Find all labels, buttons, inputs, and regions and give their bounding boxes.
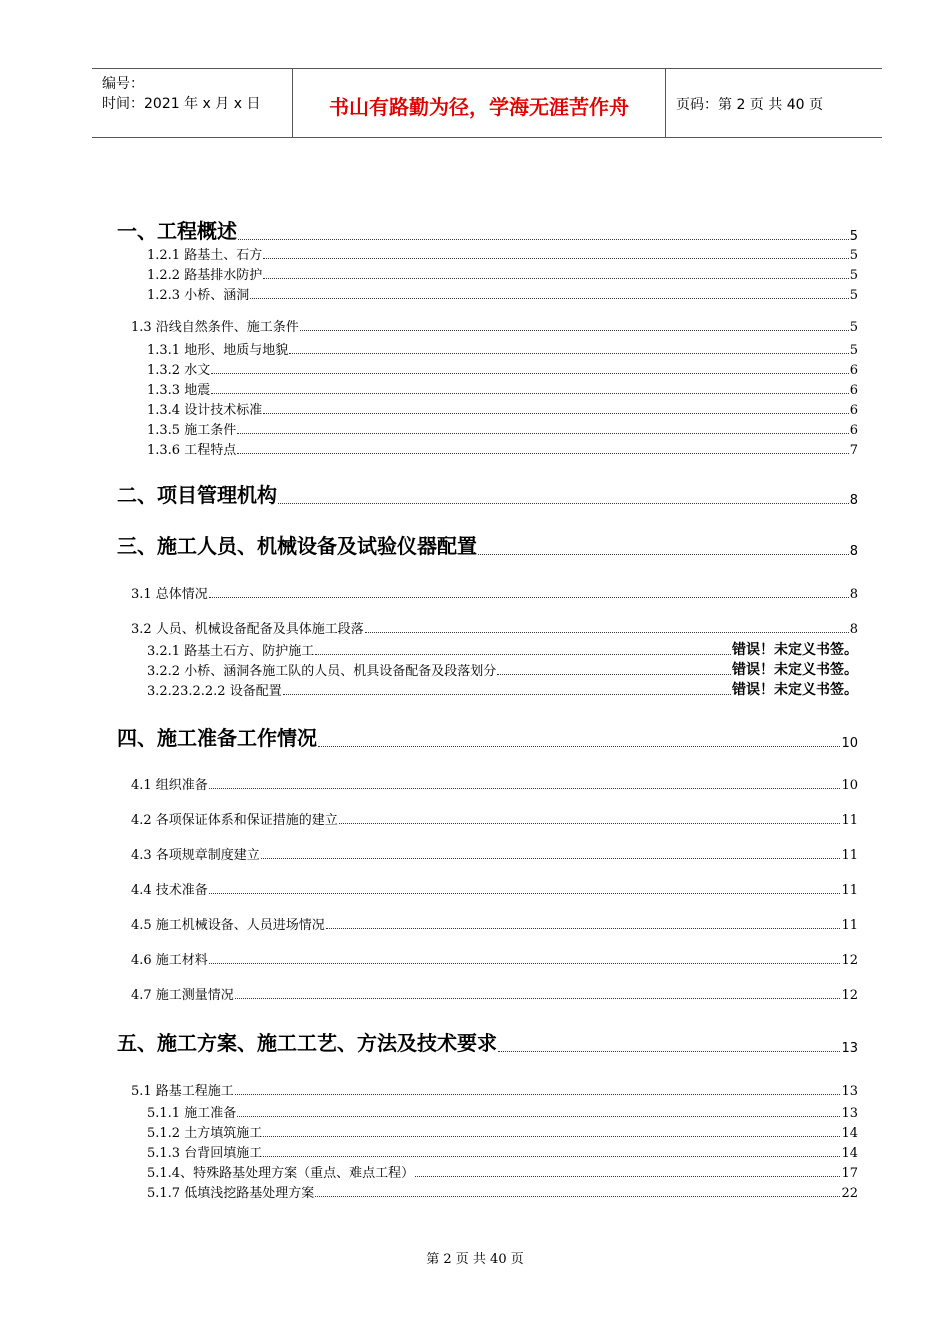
toc-entry-page: 22 — [841, 1186, 858, 1201]
toc-leader — [237, 1116, 840, 1117]
toc-entry-page: 6 — [849, 363, 858, 378]
toc-entry-page: 8 — [849, 587, 858, 602]
toc-entry-title: 1.2.3 小桥、涵洞 — [147, 288, 250, 303]
toc-entry-page: 11 — [841, 848, 858, 863]
header-page-info: 页码：第 2 页 共 40 页 — [676, 97, 823, 113]
toc-entry-page: 8 — [849, 622, 858, 637]
toc-leader — [289, 353, 849, 354]
toc-entry[interactable] — [131, 1081, 858, 1099]
toc-entry-title: 3.2.1 路基土石方、防护施工 — [147, 644, 315, 659]
toc-entry-title: 五、施工方案、施工工艺、方法及技术要求 — [117, 1031, 497, 1055]
toc-entry-title: 1.3.3 地震 — [147, 383, 211, 398]
toc-entry-page: 错误！未定义书签。 — [732, 642, 858, 658]
toc-leader — [318, 746, 840, 747]
toc-entry[interactable] — [147, 1123, 858, 1141]
toc-entry[interactable] — [117, 482, 858, 508]
toc-entry-title: 3.1 总体情况 — [131, 587, 208, 602]
toc-entry-title: 5.1.3 台背回填施工 — [147, 1146, 263, 1161]
toc-entry[interactable] — [147, 340, 858, 358]
toc-leader — [209, 963, 841, 964]
toc-entry[interactable] — [147, 285, 858, 303]
toc-entry[interactable] — [131, 950, 858, 968]
toc-entry-title: 5.1.7 低填浅挖路基处理方案 — [147, 1186, 315, 1201]
toc-entry-title: 三、施工人员、机械设备及试验仪器配置 — [117, 534, 477, 558]
toc-entry[interactable] — [117, 1030, 858, 1056]
toc-leader — [415, 1176, 840, 1177]
toc-entry-title: 4.1 组织准备 — [131, 778, 208, 793]
toc-entry-page: 14 — [841, 1146, 858, 1161]
toc-entry[interactable] — [147, 420, 858, 438]
toc-entry-page: 5 — [849, 248, 858, 263]
toc-leader — [300, 330, 849, 331]
toc-leader — [263, 413, 849, 414]
toc-leader — [250, 298, 849, 299]
toc-entry[interactable] — [147, 380, 858, 398]
toc-entry[interactable] — [131, 775, 858, 793]
toc-leader — [365, 632, 849, 633]
page-header — [92, 68, 882, 138]
toc-leader — [235, 1094, 841, 1095]
toc-leader — [478, 554, 849, 555]
toc-entry[interactable] — [131, 915, 858, 933]
toc-entry-page: 11 — [841, 813, 858, 828]
toc-leader — [209, 788, 841, 789]
toc-entry[interactable] — [147, 400, 858, 418]
toc-entry-page: 6 — [849, 403, 858, 418]
toc-leader — [263, 1156, 840, 1157]
toc-entry-title: 4.2 各项保证体系和保证措施的建立 — [131, 813, 338, 828]
toc-entry-title: 二、项目管理机构 — [117, 483, 277, 507]
toc-entry[interactable] — [131, 880, 858, 898]
toc-entry[interactable] — [147, 641, 858, 659]
toc-entry-page: 10 — [841, 778, 858, 793]
toc-leader — [209, 893, 841, 894]
toc-entry-page: 5 — [849, 320, 858, 335]
toc-entry[interactable] — [147, 265, 858, 283]
toc-entry[interactable] — [131, 810, 858, 828]
toc-entry[interactable] — [147, 1103, 858, 1121]
toc-entry-title: 四、施工准备工作情况 — [117, 726, 317, 750]
toc-entry[interactable] — [131, 584, 858, 602]
toc-leader — [263, 258, 849, 259]
toc-entry-title: 1.3.5 施工条件 — [147, 423, 237, 438]
toc-leader — [211, 393, 849, 394]
toc-entry-page: 13 — [841, 1084, 858, 1099]
toc-entry-page: 12 — [841, 988, 858, 1003]
toc-entry[interactable] — [147, 1143, 858, 1161]
toc-entry-title: 1.2.2 路基排水防护 — [147, 268, 263, 283]
toc-leader — [263, 278, 849, 279]
doc-time-label: 时间：2021 年 x 月 x 日 — [102, 96, 261, 112]
toc-entry-page: 错误！未定义书签。 — [732, 662, 858, 678]
toc-leader — [209, 597, 849, 598]
toc-entry-title: 4.3 各项规章制度建立 — [131, 848, 260, 863]
toc-entry-page: 17 — [841, 1166, 858, 1181]
toc-entry-page: 13 — [841, 1106, 858, 1121]
toc-entry[interactable] — [147, 360, 858, 378]
toc-leader — [326, 928, 841, 929]
toc-entry-page: 8 — [849, 544, 858, 559]
toc-entry[interactable] — [117, 725, 858, 751]
toc-entry[interactable] — [131, 845, 858, 863]
toc-entry-page: 8 — [849, 493, 858, 508]
toc-entry-title: 1.3.1 地形、地质与地貌 — [147, 343, 289, 358]
toc-entry-title: 4.6 施工材料 — [131, 953, 208, 968]
toc-leader — [235, 998, 841, 999]
toc-entry[interactable] — [131, 317, 858, 335]
toc-leader — [238, 239, 849, 240]
toc-entry[interactable] — [117, 218, 858, 244]
toc-entry[interactable] — [147, 661, 858, 679]
toc-entry-page: 11 — [841, 918, 858, 933]
toc-leader — [261, 858, 841, 859]
toc-entry-page: 6 — [849, 423, 858, 438]
toc-leader — [278, 503, 849, 504]
toc-entry[interactable] — [147, 440, 858, 458]
toc-entry-title: 4.7 施工测量情况 — [131, 988, 234, 1003]
toc-leader — [339, 823, 841, 824]
toc-entry-title: 1.3.6 工程特点 — [147, 443, 237, 458]
toc-entry-page: 14 — [841, 1126, 858, 1141]
page-footer: 第 2 页 共 40 页 — [426, 1252, 524, 1267]
toc-entry-page: 11 — [841, 883, 858, 898]
toc-entry-title: 3.2 人员、机械设备配备及具体施工段落 — [131, 622, 364, 637]
toc-entry-page: 5 — [849, 288, 858, 303]
toc-entry-title: 4.4 技术准备 — [131, 883, 208, 898]
toc-entry[interactable] — [147, 1163, 858, 1181]
header-page-cell — [666, 69, 882, 137]
toc-entry-title: 1.2.1 路基土、石方 — [147, 248, 263, 263]
header-motto-cell — [293, 69, 666, 137]
toc-entry[interactable] — [131, 985, 858, 1003]
toc-entry[interactable] — [147, 245, 858, 263]
toc-entry-title: 1.3.2 水文 — [147, 363, 211, 378]
toc-entry-title: 1.3 沿线自然条件、施工条件 — [131, 320, 299, 335]
toc-entry-page: 错误！未定义书签。 — [732, 682, 858, 698]
toc-leader — [211, 373, 849, 374]
toc-entry-title: 5.1.4、特殊路基处理方案（重点、难点工程） — [147, 1166, 415, 1181]
header-meta-cell — [92, 69, 293, 137]
toc-leader — [315, 654, 731, 655]
toc-leader — [237, 433, 849, 434]
toc-entry-page: 12 — [841, 953, 858, 968]
toc-entry-page: 7 — [849, 443, 858, 458]
toc-leader — [237, 453, 849, 454]
toc-entry-title: 3.2.2 小桥、涵洞各施工队的人员、机具设备配备及段落划分 — [147, 664, 497, 679]
toc-leader — [315, 1196, 840, 1197]
toc-entry-page: 5 — [849, 268, 858, 283]
toc-entry-page: 13 — [841, 1041, 858, 1056]
toc-leader — [263, 1136, 840, 1137]
toc-entry[interactable] — [147, 681, 858, 699]
toc-leader — [498, 1051, 840, 1052]
toc-entry-title: 5.1 路基工程施工 — [131, 1084, 234, 1099]
toc-entry-page: 5 — [849, 343, 858, 358]
toc-entry-page: 5 — [849, 229, 858, 244]
toc-entry-title: 5.1.2 土方填筑施工 — [147, 1126, 263, 1141]
doc-code-label: 编号： — [102, 76, 144, 92]
toc-entry-title: 3.2.23.2.2.2 设备配置 — [147, 684, 282, 699]
toc-leader — [283, 694, 731, 695]
toc-entry-title: 5.1.1 施工准备 — [147, 1106, 237, 1121]
toc-entry-title: 一、工程概述 — [117, 219, 237, 243]
toc-entry-page: 6 — [849, 383, 858, 398]
header-motto: 书山有路勤为径，学海无涯苦作舟 — [329, 95, 629, 119]
toc-entry[interactable] — [117, 533, 858, 559]
toc-entry[interactable] — [131, 619, 858, 637]
toc-entry[interactable] — [147, 1183, 858, 1201]
toc-entry-page: 10 — [841, 736, 858, 751]
toc-entry-title: 1.3.4 设计技术标准 — [147, 403, 263, 418]
toc-entry-title: 4.5 施工机械设备、人员进场情况 — [131, 918, 325, 933]
toc-leader — [497, 674, 731, 675]
